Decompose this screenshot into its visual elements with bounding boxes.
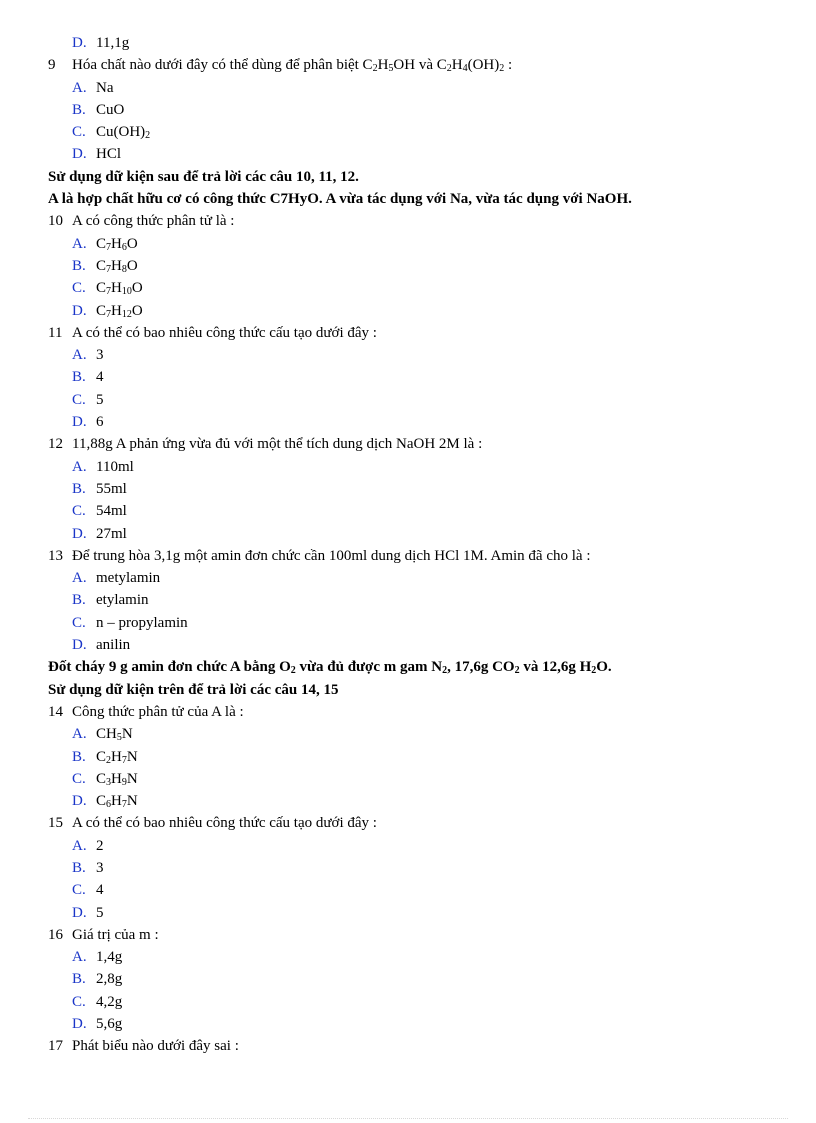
answer-option: [0, 879, 816, 901]
answer-option: [0, 857, 816, 879]
option-letter: B.: [72, 101, 86, 118]
question-text: A có thể có bao nhiêu công thức cấu tạo dưới đây :: [72, 815, 377, 832]
question-number: 11: [48, 324, 63, 341]
option-letter: C.: [72, 993, 86, 1010]
question-13: [0, 545, 816, 567]
option-text: $C_7H_{12}O$: [96, 302, 143, 320]
option-letter: A.: [72, 949, 87, 966]
option-text: 4: [96, 882, 104, 899]
option-letter: A.: [72, 837, 87, 854]
question-number: 14: [48, 703, 63, 720]
option-letter: A.: [72, 347, 87, 364]
option-text: $C_6H_7N$: [96, 793, 138, 811]
option-text: 110ml: [96, 458, 134, 475]
question-text: 11,88g A phản ứng vừa đủ với một thể tích dung dịch NaOH 2M là :: [72, 436, 483, 453]
option-text: anilin: [96, 637, 131, 654]
question-number: 10: [48, 213, 63, 230]
option-letter: B.: [72, 592, 86, 609]
answer-option: [0, 634, 816, 656]
question-17: [0, 1035, 816, 1057]
answer-option: [0, 946, 816, 968]
instruction-text: Sử dụng dữ kiện trên để trả lời các câu 14, 15: [48, 681, 339, 698]
option-letter: C.: [72, 503, 86, 520]
option-text: CuO: [96, 101, 125, 118]
option-letter: C.: [72, 614, 86, 631]
answer-option: [0, 523, 816, 545]
option-letter: B.: [72, 480, 86, 497]
question-15: [0, 812, 816, 834]
instruction-text: A là hợp chất hữu cơ có công thức C7HyO. A vừa tác dụng với Na, vừa tác dụng với NaOH.: [48, 191, 632, 208]
answer-option: [0, 723, 816, 745]
section-instruction: [0, 166, 816, 188]
option-letter: C.: [72, 280, 86, 297]
option-text: $C_7H_8O$: [96, 257, 138, 275]
answer-option: [0, 389, 816, 411]
option-text: 5: [96, 391, 104, 408]
answer-option: [0, 612, 816, 634]
question-text: Hóa chất nào dưới đây có thể dùng để phân biệt $C_2H_5OH$ và $C_2H_4(OH)_2$ :: [72, 57, 513, 75]
instruction-text: Sử dụng dữ kiện sau để trả lời các câu 10, 11, 12.: [48, 168, 359, 185]
option-text: $C_2H_7N$: [96, 748, 138, 766]
option-letter: C.: [72, 770, 86, 787]
answer-option: [0, 968, 816, 990]
answer-option: [0, 121, 816, 143]
answer-option: [0, 478, 816, 500]
answer-option: [0, 300, 816, 322]
answer-option: [0, 835, 816, 857]
option-text: 2: [96, 837, 104, 854]
question-number: 9: [48, 57, 56, 74]
option-text: 54ml: [96, 503, 127, 520]
option-letter: A.: [72, 570, 87, 587]
option-letter: A.: [72, 458, 87, 475]
question-number: 12: [48, 436, 63, 453]
answer-option: [0, 411, 816, 433]
page-footer-divider: [28, 1118, 788, 1119]
option-letter: D.: [72, 1016, 87, 1033]
option-letter: D.: [72, 146, 87, 163]
option-letter: C.: [72, 124, 86, 141]
option-text: $CH_5N$: [96, 726, 133, 744]
option-text: 3: [96, 859, 104, 876]
option-text: 1,4g: [96, 949, 123, 966]
answer-option: [0, 567, 816, 589]
option-text: $C_7H_6O$: [96, 235, 138, 253]
option-letter: B.: [72, 971, 86, 988]
instruction-text: Đốt cháy 9 g amin đơn chức A bằng $O_2$ vừa đủ được m gam $N_2$, 17,6g $CO_2$ và 12,6g $H_2O$.: [48, 659, 612, 677]
option-letter: D.: [72, 525, 87, 542]
answer-option: [0, 366, 816, 388]
question-number: 15: [48, 815, 63, 832]
answer-option: [0, 77, 816, 99]
option-letter: D.: [72, 414, 87, 431]
answer-option: [0, 589, 816, 611]
option-text: 2,8g: [96, 971, 123, 988]
question-text: Để trung hòa 3,1g một amin đơn chức cần 100ml dung dịch HCl 1M. Amin đã cho là :: [72, 547, 591, 564]
option-letter: A.: [72, 726, 87, 743]
option-text: 11,1g: [96, 35, 130, 51]
question-text: Giá trị của m :: [72, 926, 159, 943]
option-text: 55ml: [96, 480, 127, 497]
option-letter: B.: [72, 369, 86, 386]
option-letter: B.: [72, 859, 86, 876]
option-text: $C_7H_{10}O$: [96, 280, 143, 298]
option-text: n – propylamin: [96, 614, 188, 631]
option-text: 27ml: [96, 525, 127, 542]
answer-option: [0, 991, 816, 1013]
option-text: 4,2g: [96, 993, 123, 1010]
question-text: Phát biểu nào dưới đây sai :: [72, 1038, 239, 1055]
option-text: 5,6g: [96, 1016, 123, 1033]
answer-option: [0, 500, 816, 522]
answer-option: [0, 143, 816, 165]
option-letter: A.: [72, 235, 87, 252]
answer-option: [0, 99, 816, 121]
question-number: 17: [48, 1038, 63, 1055]
option-letter: C.: [72, 391, 86, 408]
option-letter: B.: [72, 748, 86, 765]
option-letter: D.: [72, 637, 87, 654]
option-text: 5: [96, 904, 104, 921]
option-text: 3: [96, 347, 104, 364]
section-instruction: [0, 679, 816, 701]
question-16: [0, 924, 816, 946]
question-text: Công thức phân tử của A là :: [72, 703, 244, 720]
option-text: $C_3H_9N$: [96, 770, 138, 788]
option-text: $Cu(OH)_2$: [96, 124, 151, 142]
option-text: 4: [96, 369, 104, 386]
question-number: 13: [48, 547, 63, 564]
option-letter: D.: [72, 793, 87, 810]
answer-option: [0, 32, 816, 54]
option-text: etylamin: [96, 592, 149, 609]
question-number: 16: [48, 926, 63, 943]
section-instruction: [0, 188, 816, 210]
option-text: metylamin: [96, 570, 161, 587]
option-letter: A.: [72, 79, 87, 96]
section-instruction: [0, 656, 816, 678]
answer-option: [0, 902, 816, 924]
question-11: [0, 322, 816, 344]
answer-option: [0, 768, 816, 790]
answer-option: [0, 1013, 816, 1035]
question-14: [0, 701, 816, 723]
question-12: [0, 433, 816, 455]
option-text: Na: [96, 79, 114, 96]
answer-option: [0, 790, 816, 812]
document-page: [0, 32, 816, 1058]
option-text: 6: [96, 414, 104, 431]
answer-option: [0, 277, 816, 299]
question-text: A có công thức phân tử là :: [72, 213, 235, 230]
option-letter: D.: [72, 904, 87, 921]
answer-option: [0, 255, 816, 277]
answer-option: [0, 746, 816, 768]
answer-option: [0, 456, 816, 478]
question-10: [0, 210, 816, 232]
answer-option: [0, 344, 816, 366]
option-letter: D.: [72, 35, 87, 51]
question-text: A có thể có bao nhiêu công thức cấu tạo dưới đây :: [72, 324, 377, 341]
answer-option: [0, 233, 816, 255]
option-letter: B.: [72, 257, 86, 274]
option-letter: D.: [72, 302, 87, 319]
option-letter: C.: [72, 882, 86, 899]
question-9: [0, 54, 816, 76]
option-text: HCl: [96, 146, 122, 163]
